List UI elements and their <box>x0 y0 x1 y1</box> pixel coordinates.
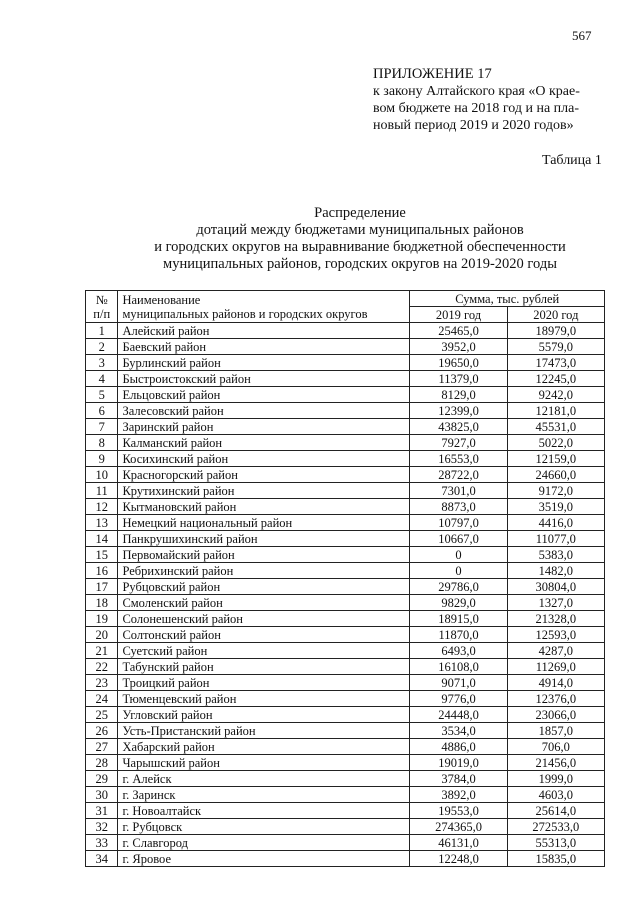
row-number: 28 <box>86 755 118 771</box>
row-value-2020: 55313,0 <box>507 835 604 851</box>
row-value-2020: 17473,0 <box>507 355 604 371</box>
row-value-2020: 1999,0 <box>507 771 604 787</box>
row-value-2020: 9172,0 <box>507 483 604 499</box>
row-value-2019: 3784,0 <box>410 771 507 787</box>
row-value-2019: 12399,0 <box>410 403 507 419</box>
table-row <box>86 467 605 483</box>
table-label: Таблица 1 <box>542 153 602 168</box>
row-name: Солонешенский район <box>118 611 410 627</box>
row-name: Первомайский район <box>118 547 410 563</box>
row-value-2020: 12245,0 <box>507 371 604 387</box>
table-row <box>86 691 605 707</box>
row-value-2020: 15835,0 <box>507 851 604 867</box>
row-number: 7 <box>86 419 118 435</box>
table-row <box>86 579 605 595</box>
row-name: Рубцовский район <box>118 579 410 595</box>
table-row <box>86 739 605 755</box>
row-value-2019: 9776,0 <box>410 691 507 707</box>
row-value-2020: 1857,0 <box>507 723 604 739</box>
row-name: Троицкий район <box>118 675 410 691</box>
row-name: Быстроистокский район <box>118 371 410 387</box>
row-number: 15 <box>86 547 118 563</box>
table-row <box>86 531 605 547</box>
row-number: 11 <box>86 483 118 499</box>
row-value-2019: 9829,0 <box>410 595 507 611</box>
row-number: 24 <box>86 691 118 707</box>
table-row <box>86 419 605 435</box>
table-row <box>86 803 605 819</box>
row-name: г. Славгород <box>118 835 410 851</box>
row-name: Ельцовский район <box>118 387 410 403</box>
row-value-2019: 8129,0 <box>410 387 507 403</box>
table-row <box>86 851 605 867</box>
table-row <box>86 771 605 787</box>
row-name: Бурлинский район <box>118 355 410 371</box>
row-value-2019: 16108,0 <box>410 659 507 675</box>
heading-line: и городских округов на выравнивание бюджетной обеспеченности <box>154 239 566 255</box>
page-number: 567 <box>572 28 592 43</box>
table-row <box>86 387 605 403</box>
row-number: 16 <box>86 563 118 579</box>
row-name: Кытмановский район <box>118 499 410 515</box>
table-row <box>86 835 605 851</box>
row-name: Суетский район <box>118 643 410 659</box>
header-year-2019: 2019 год <box>410 307 507 323</box>
row-name: Алейский район <box>118 323 410 339</box>
row-name: Крутихинский район <box>118 483 410 499</box>
row-name: Чарышский район <box>118 755 410 771</box>
row-value-2020: 25614,0 <box>507 803 604 819</box>
row-value-2019: 274365,0 <box>410 819 507 835</box>
row-name: Залесовский район <box>118 403 410 419</box>
appendix-line: к закону Алтайского края «О крае- <box>373 84 580 99</box>
row-name: Красногорский район <box>118 467 410 483</box>
row-value-2019: 6493,0 <box>410 643 507 659</box>
table-row <box>86 371 605 387</box>
row-name: Тюменцевский район <box>118 691 410 707</box>
row-value-2019: 0 <box>410 547 507 563</box>
row-number: 22 <box>86 659 118 675</box>
table-row <box>86 323 605 339</box>
row-number: 31 <box>86 803 118 819</box>
row-value-2019: 9071,0 <box>410 675 507 691</box>
header-num <box>86 291 118 323</box>
row-name: Ребрихинский район <box>118 563 410 579</box>
row-value-2020: 21328,0 <box>507 611 604 627</box>
row-value-2019: 10797,0 <box>410 515 507 531</box>
row-number: 9 <box>86 451 118 467</box>
row-number: 4 <box>86 371 118 387</box>
row-value-2019: 18915,0 <box>410 611 507 627</box>
appendix-line: новый период 2019 и 2020 годов» <box>373 118 574 133</box>
row-number: 18 <box>86 595 118 611</box>
table-row <box>86 547 605 563</box>
row-value-2020: 18979,0 <box>507 323 604 339</box>
header-num-line1: № <box>95 292 108 307</box>
table-row <box>86 515 605 531</box>
row-number: 21 <box>86 643 118 659</box>
table-row <box>86 819 605 835</box>
table-row <box>86 675 605 691</box>
row-number: 32 <box>86 819 118 835</box>
header-sum: Сумма, тыс. рублей <box>410 291 605 307</box>
row-value-2019: 12248,0 <box>410 851 507 867</box>
row-name: Косихинский район <box>118 451 410 467</box>
row-value-2019: 46131,0 <box>410 835 507 851</box>
row-value-2020: 12593,0 <box>507 627 604 643</box>
row-value-2019: 25465,0 <box>410 323 507 339</box>
row-number: 13 <box>86 515 118 531</box>
row-number: 23 <box>86 675 118 691</box>
row-value-2019: 24448,0 <box>410 707 507 723</box>
row-value-2020: 24660,0 <box>507 467 604 483</box>
row-name: Баевский район <box>118 339 410 355</box>
table-row <box>86 355 605 371</box>
row-name: г. Новоалтайск <box>118 803 410 819</box>
row-value-2019: 43825,0 <box>410 419 507 435</box>
table-row <box>86 627 605 643</box>
row-value-2020: 4287,0 <box>507 643 604 659</box>
row-value-2019: 11870,0 <box>410 627 507 643</box>
row-name: г. Алейск <box>118 771 410 787</box>
subsidy-table <box>85 290 605 867</box>
row-name: г. Заринск <box>118 787 410 803</box>
header-name-line2: муниципальных районов и городских округов <box>122 306 368 321</box>
row-number: 2 <box>86 339 118 355</box>
row-value-2019: 11379,0 <box>410 371 507 387</box>
row-name: Табунский район <box>118 659 410 675</box>
table-row <box>86 499 605 515</box>
header-num-line2: п/п <box>93 306 111 321</box>
row-number: 3 <box>86 355 118 371</box>
row-number: 25 <box>86 707 118 723</box>
row-value-2020: 12159,0 <box>507 451 604 467</box>
row-number: 17 <box>86 579 118 595</box>
row-name: Усть-Пристанский район <box>118 723 410 739</box>
row-value-2019: 19650,0 <box>410 355 507 371</box>
row-name: Панкрушихинский район <box>118 531 410 547</box>
row-value-2020: 1327,0 <box>507 595 604 611</box>
row-number: 20 <box>86 627 118 643</box>
table-row <box>86 595 605 611</box>
row-value-2019: 10667,0 <box>410 531 507 547</box>
table-row <box>86 451 605 467</box>
row-value-2020: 706,0 <box>507 739 604 755</box>
row-value-2019: 19019,0 <box>410 755 507 771</box>
row-value-2019: 8873,0 <box>410 499 507 515</box>
row-value-2020: 11269,0 <box>507 659 604 675</box>
row-name: Солтонский район <box>118 627 410 643</box>
row-value-2020: 5579,0 <box>507 339 604 355</box>
row-value-2020: 23066,0 <box>507 707 604 723</box>
row-number: 19 <box>86 611 118 627</box>
row-number: 30 <box>86 787 118 803</box>
table-row <box>86 563 605 579</box>
document-heading <box>80 205 640 273</box>
table-row <box>86 339 605 355</box>
row-value-2019: 7301,0 <box>410 483 507 499</box>
row-number: 5 <box>86 387 118 403</box>
table-row <box>86 787 605 803</box>
row-number: 29 <box>86 771 118 787</box>
row-value-2020: 5383,0 <box>507 547 604 563</box>
heading-line: дотаций между бюджетами муниципальных районов <box>196 222 524 238</box>
row-value-2020: 12376,0 <box>507 691 604 707</box>
row-value-2019: 0 <box>410 563 507 579</box>
row-name: Немецкий национальный район <box>118 515 410 531</box>
appendix-title: ПРИЛОЖЕНИЕ 17 <box>373 66 492 82</box>
table-row <box>86 723 605 739</box>
row-name: Угловский район <box>118 707 410 723</box>
table-row <box>86 659 605 675</box>
table-row <box>86 611 605 627</box>
row-number: 8 <box>86 435 118 451</box>
header-year-2020: 2020 год <box>507 307 604 323</box>
table-body <box>86 323 605 867</box>
appendix-block <box>373 66 580 134</box>
row-number: 10 <box>86 467 118 483</box>
row-value-2020: 45531,0 <box>507 419 604 435</box>
row-value-2019: 3892,0 <box>410 787 507 803</box>
row-number: 14 <box>86 531 118 547</box>
row-number: 6 <box>86 403 118 419</box>
row-name: Хабарский район <box>118 739 410 755</box>
row-value-2020: 21456,0 <box>507 755 604 771</box>
appendix-line: вом бюджете на 2018 год и на пла- <box>373 101 580 116</box>
row-value-2019: 19553,0 <box>410 803 507 819</box>
row-value-2020: 4914,0 <box>507 675 604 691</box>
row-value-2019: 3952,0 <box>410 339 507 355</box>
header-name-line1: Наименование <box>122 292 201 307</box>
row-name: Смоленский район <box>118 595 410 611</box>
row-value-2020: 9242,0 <box>507 387 604 403</box>
table-row <box>86 483 605 499</box>
row-value-2019: 16553,0 <box>410 451 507 467</box>
row-name: г. Рубцовск <box>118 819 410 835</box>
heading-line: муниципальных районов, городских округов на 2019-2020 годы <box>163 256 557 272</box>
table-row <box>86 435 605 451</box>
row-value-2019: 28722,0 <box>410 467 507 483</box>
row-value-2020: 11077,0 <box>507 531 604 547</box>
row-value-2020: 1482,0 <box>507 563 604 579</box>
table-row <box>86 707 605 723</box>
table-row <box>86 403 605 419</box>
row-name: Калманский район <box>118 435 410 451</box>
header-name <box>118 291 410 323</box>
row-value-2020: 3519,0 <box>507 499 604 515</box>
row-number: 12 <box>86 499 118 515</box>
row-number: 1 <box>86 323 118 339</box>
table-row <box>86 755 605 771</box>
row-value-2020: 12181,0 <box>507 403 604 419</box>
row-value-2020: 4416,0 <box>507 515 604 531</box>
row-value-2019: 7927,0 <box>410 435 507 451</box>
row-value-2020: 30804,0 <box>507 579 604 595</box>
table-row <box>86 643 605 659</box>
row-number: 33 <box>86 835 118 851</box>
table-header <box>86 291 605 323</box>
row-number: 27 <box>86 739 118 755</box>
row-number: 34 <box>86 851 118 867</box>
row-number: 26 <box>86 723 118 739</box>
row-value-2019: 3534,0 <box>410 723 507 739</box>
row-name: г. Яровое <box>118 851 410 867</box>
row-value-2020: 272533,0 <box>507 819 604 835</box>
row-name: Заринский район <box>118 419 410 435</box>
row-value-2019: 4886,0 <box>410 739 507 755</box>
row-value-2020: 5022,0 <box>507 435 604 451</box>
heading-line: Распределение <box>314 205 406 221</box>
row-value-2020: 4603,0 <box>507 787 604 803</box>
row-value-2019: 29786,0 <box>410 579 507 595</box>
